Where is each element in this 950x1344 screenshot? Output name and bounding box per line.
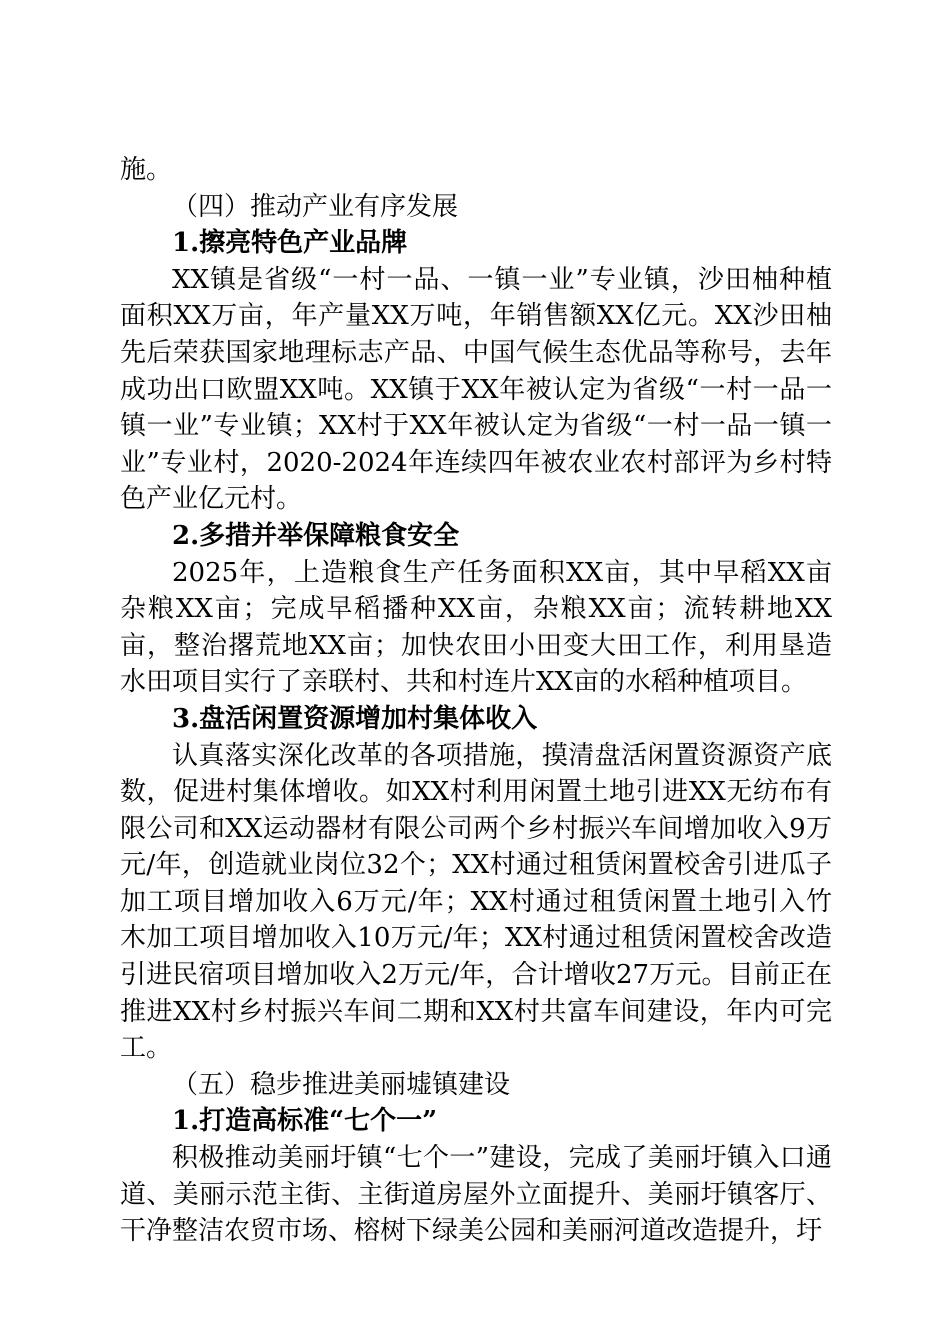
heading-idle-resources: 3.盘活闲置资源增加村集体收入 bbox=[172, 703, 538, 734]
heading-seven-ones: 1.打造高标准“七个一” bbox=[172, 1106, 438, 1137]
section-title-five: （五）稳步推进美丽墟镇建设 bbox=[172, 1069, 511, 1100]
body-paragraph-industry-brand: XX镇是省级“一村一品、一镇一业”专业镇，沙田柚种植面积XX万亩，年产量XX万吨，年销售额XX亿元。XX沙田柚先后荣获国家地理标志产品、中国气候生态优品等称号，去年成功出口欧盟XX吨。XX镇于XX年被认定为省级“一村一品一镇一业”专业镇；XX村于XX年被认定为省级“一村一品一镇一业”专业村，2020-2024年连续四年被农业农村部评为乡村特色产业亿元村。 bbox=[120, 264, 832, 515]
document-body bbox=[120, 152, 832, 1250]
body-paragraph-seven-ones: 积极推动美丽圩镇“七个一”建设，完成了美丽圩镇入口通道、美丽示范主街、主街道房屋外立面提升、美丽圩镇客厅、干净整洁农贸市场、榕树下绿美公园和美丽河道改造提升，圩 bbox=[120, 1143, 832, 1247]
heading-industry-brand: 1.擦亮特色产业品牌 bbox=[172, 228, 408, 259]
body-paragraph-idle-resources: 认真落实深化改革的各项措施，摸清盘活闲置资源资产底数，促进村集体增收。如XX村利用闲置土地引进XX无纺布有限公司和XX运动器材有限公司两个乡村振兴车间增加收入9万元/年，创造就业岗位32个；XX村通过租赁闲置校舍引进瓜子加工项目增加收入6万元/年；XX村通过租赁闲置土地引入竹木加工项目增加收入10万元/年；XX村通过租赁闲置校舍改造引进民宿项目增加收入2万元/年，合计增收27万元。目前正在推进XX村乡村振兴车间二期和XX村共富车间建设，年内可完工。 bbox=[120, 740, 832, 1064]
continuation-paragraph: 施。 bbox=[120, 155, 173, 185]
body-paragraph-food-security: 2025年，上造粮食生产任务面积XX亩，其中早稻XX亩杂粮XX亩；完成早稻播种XX亩，杂粮XX亩；流转耕地XX亩，整治撂荒地XX亩；加快农田小田变大田工作，利用垦造水田项目实行了亲联村、共和村连片XX亩的水稻种植项目。 bbox=[120, 557, 832, 698]
heading-food-security: 2.多措并举保障粮食安全 bbox=[172, 520, 460, 551]
section-title-four: （四）推动产业有序发展 bbox=[172, 191, 459, 222]
